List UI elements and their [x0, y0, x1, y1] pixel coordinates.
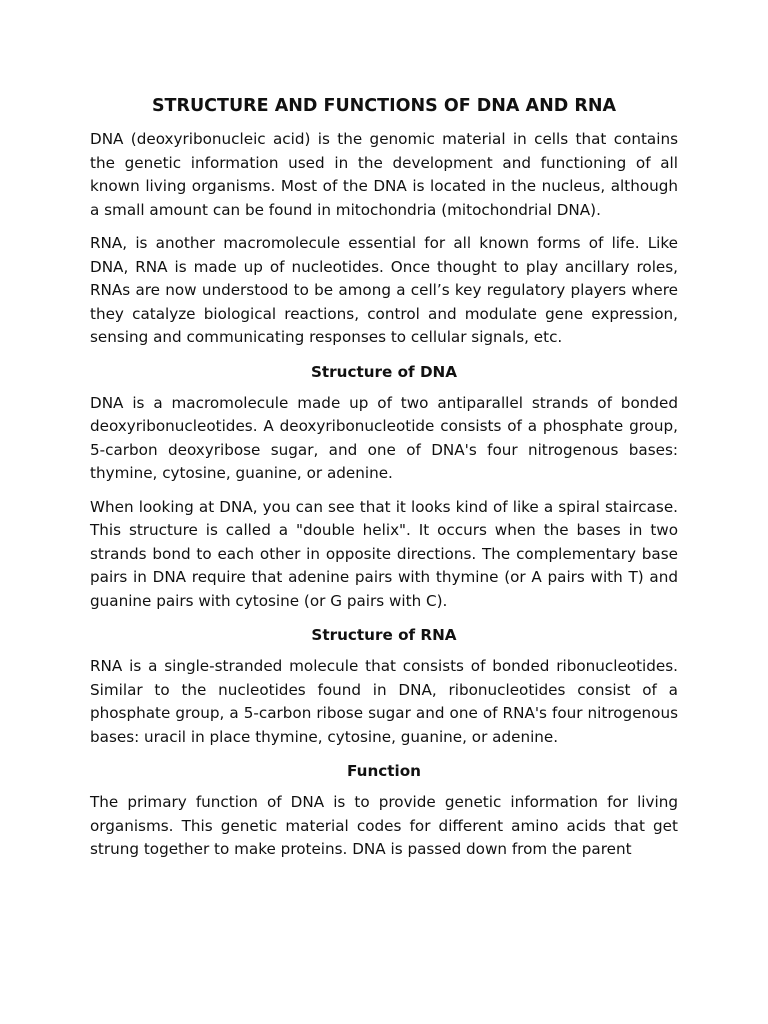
section-heading-structure-of-dna: Structure of DNA — [310, 362, 458, 381]
section-heading-structure-of-rna: Structure of RNA — [311, 626, 457, 644]
rna-structure-paragraph: RNA is a single-stranded molecule that consists of bonded ribonucleotides. Similar to the nucleotides found in DNA, ribonucleotides consist of a phosphate group, a 5-carbon ribose sugar and one of RNA's four nitrogenous bases: uracil in place thymine, cytosine, guanine, or adenine. — [90, 657, 678, 746]
document-content — [90, 92, 678, 872]
intro-rna-paragraph: RNA, is another macromolecule essential for all known forms of life. Like DNA, RNA is made up of nucleotides. Once thought to play ancillary roles, RNAs are now understood to be among a cell’s key regulatory players where they catalyze biological reactions, control and modulate gene expression, sensing and communicating responses to cellular signals, etc. — [90, 234, 678, 346]
page-title: STRUCTURE AND FUNCTIONS OF DNA AND RNA — [151, 96, 617, 116]
intro-dna-paragraph: DNA (deoxyribonucleic acid) is the genomic material in cells that contains the genetic information used in the development and functioning of all known living organisms. Most of the DNA is located in the nucleus, although a small amount can be found in mitochondria (mitochondrial DNA). — [90, 130, 678, 219]
dna-structure-paragraph-1: DNA is a macromolecule made up of two antiparallel strands of bonded deoxyribonucleotides. A deoxyribonucleotide consists of a phosphate group, 5-carbon deoxyribose sugar, and one of DNA's four nitrogenous bases: thymine, cytosine, guanine, or adenine. — [90, 393, 678, 482]
dna-structure-paragraph-2: When looking at DNA, you can see that it looks kind of like a spiral staircase. This structure is called a "double helix". It occurs when the bases in two strands bond to each other in opposite directions. The complementary base pairs in DNA require that adenine pairs with thymine (or A pairs with T) and guanine pairs with cytosine (or G pairs with C). — [90, 497, 678, 610]
section-heading-function: Function — [347, 762, 421, 780]
function-paragraph: The primary function of DNA is to provide genetic information for living organisms. This genetic material codes for different amino acids that get strung together to make proteins. DNA is passed down from the parent — [90, 793, 678, 858]
